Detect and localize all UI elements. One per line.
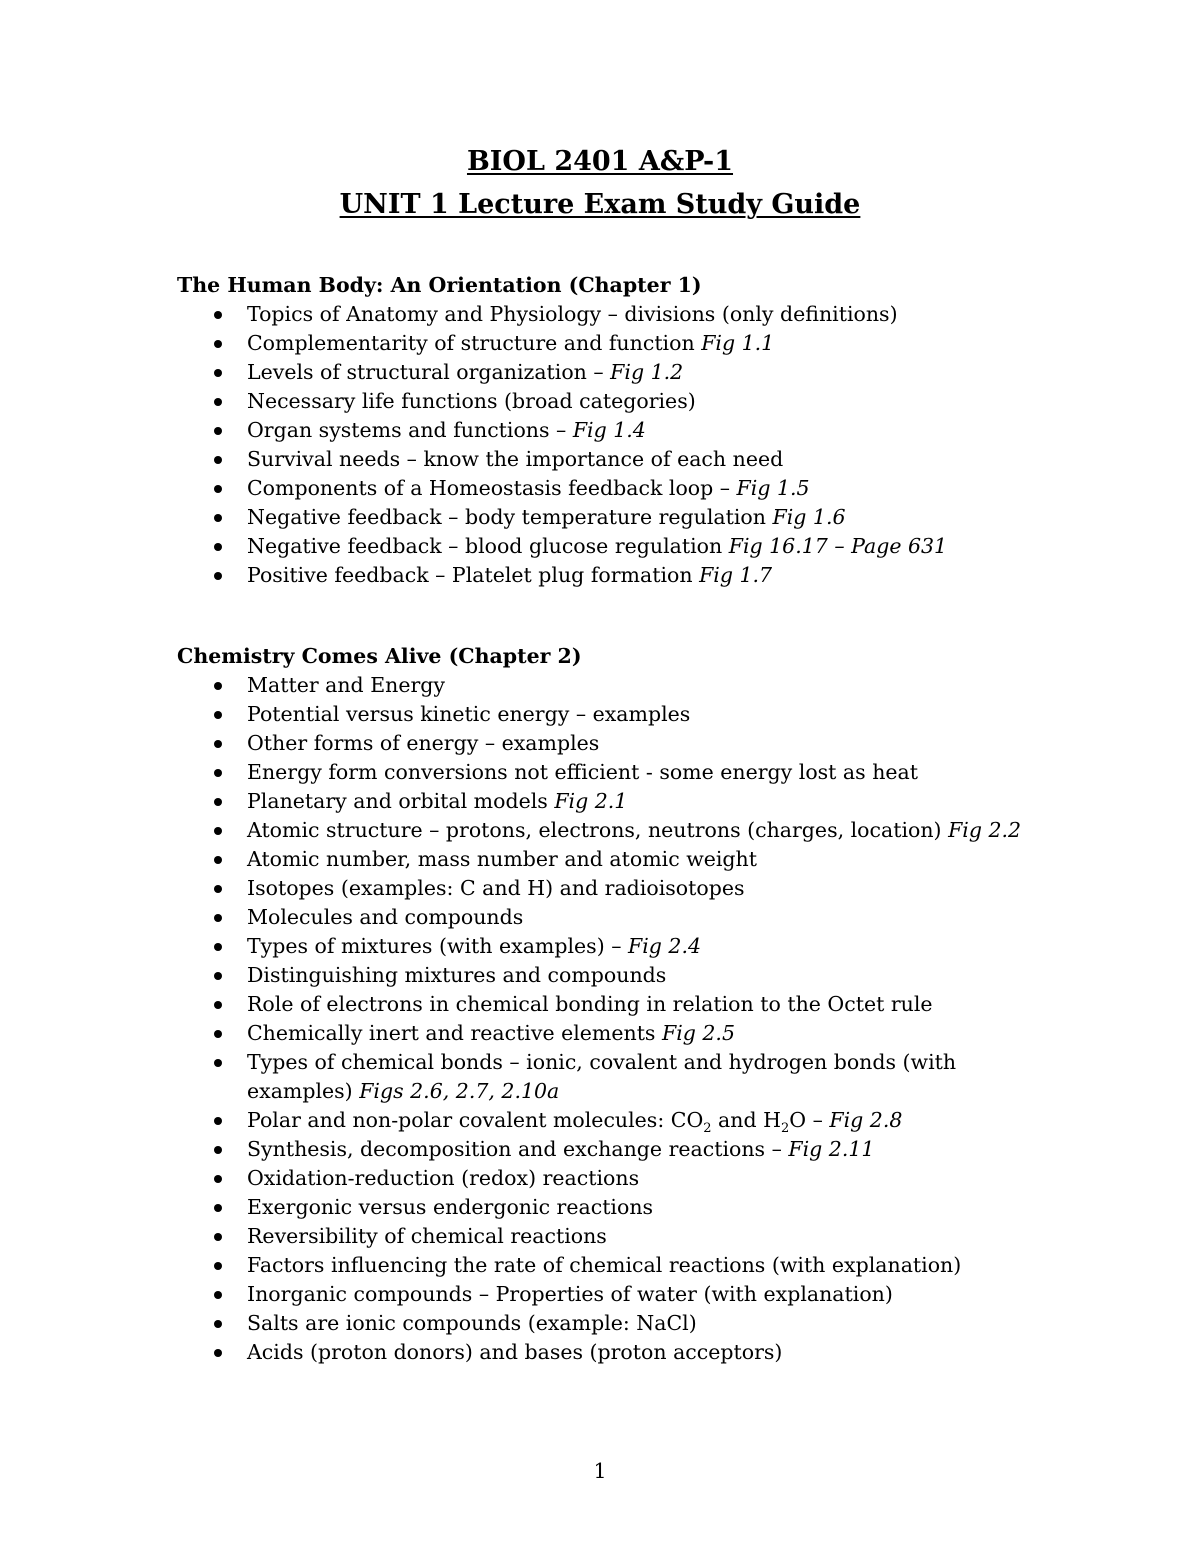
list-item [177,729,1037,758]
item-text: Energy form conversions not efficient - some energy lost as heat [247,760,918,784]
list-item [177,758,1037,787]
bullet-icon [214,769,222,777]
figure-reference: Fig 2.11 [788,1137,875,1161]
bullet-icon [214,682,222,690]
bullet-icon [214,369,222,377]
figure-reference: Fig 2.8 [829,1108,903,1132]
item-text: Exergonic versus endergonic reactions [247,1195,654,1219]
item-text: Necessary life functions (broad categories) [247,389,696,413]
list-item [177,387,1037,416]
section-chapter-2 [177,642,1037,1367]
figure-reference: Fig 1.2 [610,360,684,384]
list-item [177,1309,1037,1338]
item-text: Other forms of energy – examples [247,731,600,755]
bullet-icon [214,885,222,893]
item-text: Atomic structure – protons, electrons, neutrons (charges, location) [247,818,949,842]
figure-reference: Fig 2.2 [948,818,1022,842]
item-text: Polar and non-polar covalent molecules: CO [247,1108,704,1132]
list-item [177,1338,1037,1367]
bullet-icon [214,1262,222,1270]
figure-reference: Fig 1.1 [701,331,775,355]
item-text: Potential versus kinetic energy – examples [247,702,691,726]
item-text: Complementarity of structure and function [247,331,702,355]
topic-list [177,671,1037,1367]
document-title-block [0,140,1200,226]
bullet-icon [214,572,222,580]
bullet-icon [214,914,222,922]
list-item [177,561,1037,590]
bullet-icon [214,543,222,551]
list-item [177,445,1037,474]
figure-reference: Fig 2.4 [627,934,702,958]
item-text: Salts are ionic compounds (example: NaCl) [247,1311,697,1335]
bullet-icon [214,1001,222,1009]
list-item [177,961,1037,990]
list-item [177,1222,1037,1251]
item-text: Survival needs – know the importance of each need [247,447,784,471]
bullet-icon [214,740,222,748]
bullet-icon [214,340,222,348]
bullet-icon [214,1146,222,1154]
bullet-icon [214,1291,222,1299]
bullet-icon [214,427,222,435]
subscript: 2 [781,1121,790,1137]
item-text: Levels of structural organization – [247,360,611,384]
item-text: Role of electrons in chemical bonding in relation to the Octet rule [247,992,933,1016]
bullet-icon [214,711,222,719]
list-item [177,671,1037,700]
item-text: Molecules and compounds [247,905,524,929]
bullet-icon [214,972,222,980]
item-text: Atomic number, mass number and atomic weight [247,847,757,871]
item-text: Acids (proton donors) and bases (proton acceptors) [247,1340,783,1364]
bullet-icon [214,943,222,951]
item-text: Distinguishing mixtures and compounds [247,963,667,987]
list-item [177,932,1037,961]
list-item [177,503,1037,532]
item-text: Matter and Energy [247,673,446,697]
bullet-icon [214,514,222,522]
list-item [177,816,1037,845]
list-item [177,329,1037,358]
bullet-icon [214,1349,222,1357]
list-item [177,300,1037,329]
bullet-icon [214,1233,222,1241]
item-text: Components of a Homeostasis feedback loop – [247,476,737,500]
figure-reference: Fig 1.6 [772,505,846,529]
bullet-icon [214,827,222,835]
list-item [177,358,1037,387]
course-title: BIOL 2401 A&P-1 [466,146,734,177]
item-text: Negative feedback – body temperature regulation [247,505,773,529]
item-text: Synthesis, decomposition and exchange reactions – [247,1137,789,1161]
list-item [177,1193,1037,1222]
list-item [177,1106,1037,1135]
bullet-icon [214,1175,222,1183]
list-item [177,787,1037,816]
item-text: Topics of Anatomy and Physiology – divisions (only definitions) [247,302,898,326]
list-item [177,416,1037,445]
list-item [177,1048,1037,1106]
bullet-icon [214,1204,222,1212]
bullet-icon [214,798,222,806]
subscript: 2 [703,1121,712,1137]
bullet-icon [214,1117,222,1125]
guide-title: UNIT 1 Lecture Exam Study Guide [339,189,861,220]
item-text: Planetary and orbital models [247,789,555,813]
list-item [177,1135,1037,1164]
item-text: Chemically inert and reactive elements [247,1021,662,1045]
bullet-icon [214,1030,222,1038]
bullet-icon [214,398,222,406]
figure-reference: Fig 1.4 [572,418,646,442]
bullet-icon [214,485,222,493]
list-item [177,845,1037,874]
list-item [177,700,1037,729]
item-text: O – [789,1108,830,1132]
page-number: 1 [593,1459,607,1483]
bullet-icon [214,311,222,319]
figure-reference: Fig 2.1 [554,789,628,813]
list-item [177,903,1037,932]
item-text: Reversibility of chemical reactions [247,1224,607,1248]
item-text: and H [711,1108,781,1132]
figure-reference: Fig 1.5 [736,476,810,500]
list-item [177,1251,1037,1280]
list-item [177,1019,1037,1048]
item-text: Inorganic compounds – Properties of water (with explanation) [247,1282,893,1306]
item-text: Factors influencing the rate of chemical reactions (with explanation) [247,1253,962,1277]
section-heading: The Human Body: An Orientation (Chapter 1) [177,273,702,297]
item-text: Oxidation-reduction (redox) reactions [247,1166,640,1190]
item-text: Positive feedback – Platelet plug formation [247,563,700,587]
bullet-icon [214,1059,222,1067]
section-chapter-1 [177,271,1037,590]
figure-reference: Fig 16.17 – Page 631 [728,534,948,558]
topic-list [177,300,1037,590]
list-item [177,874,1037,903]
figure-reference: Fig 2.5 [661,1021,735,1045]
list-item [177,474,1037,503]
bullet-icon [214,456,222,464]
list-item [177,990,1037,1019]
list-item [177,1280,1037,1309]
item-text: Types of chemical bonds – ionic, covalent and hydrogen bonds (with examples) [247,1050,957,1103]
figure-reference: Figs 2.6, 2.7, 2.10a [359,1079,560,1103]
figure-reference: Fig 1.7 [699,563,773,587]
bullet-icon [214,856,222,864]
item-text: Negative feedback – blood glucose regulation [247,534,729,558]
list-item [177,1164,1037,1193]
list-item [177,532,1037,561]
item-text: Types of mixtures (with examples) – [247,934,628,958]
bullet-icon [214,1320,222,1328]
item-text: Isotopes (examples: C and H) and radioisotopes [247,876,745,900]
item-text: Organ systems and functions – [247,418,573,442]
section-heading: Chemistry Comes Alive (Chapter 2) [177,644,582,668]
